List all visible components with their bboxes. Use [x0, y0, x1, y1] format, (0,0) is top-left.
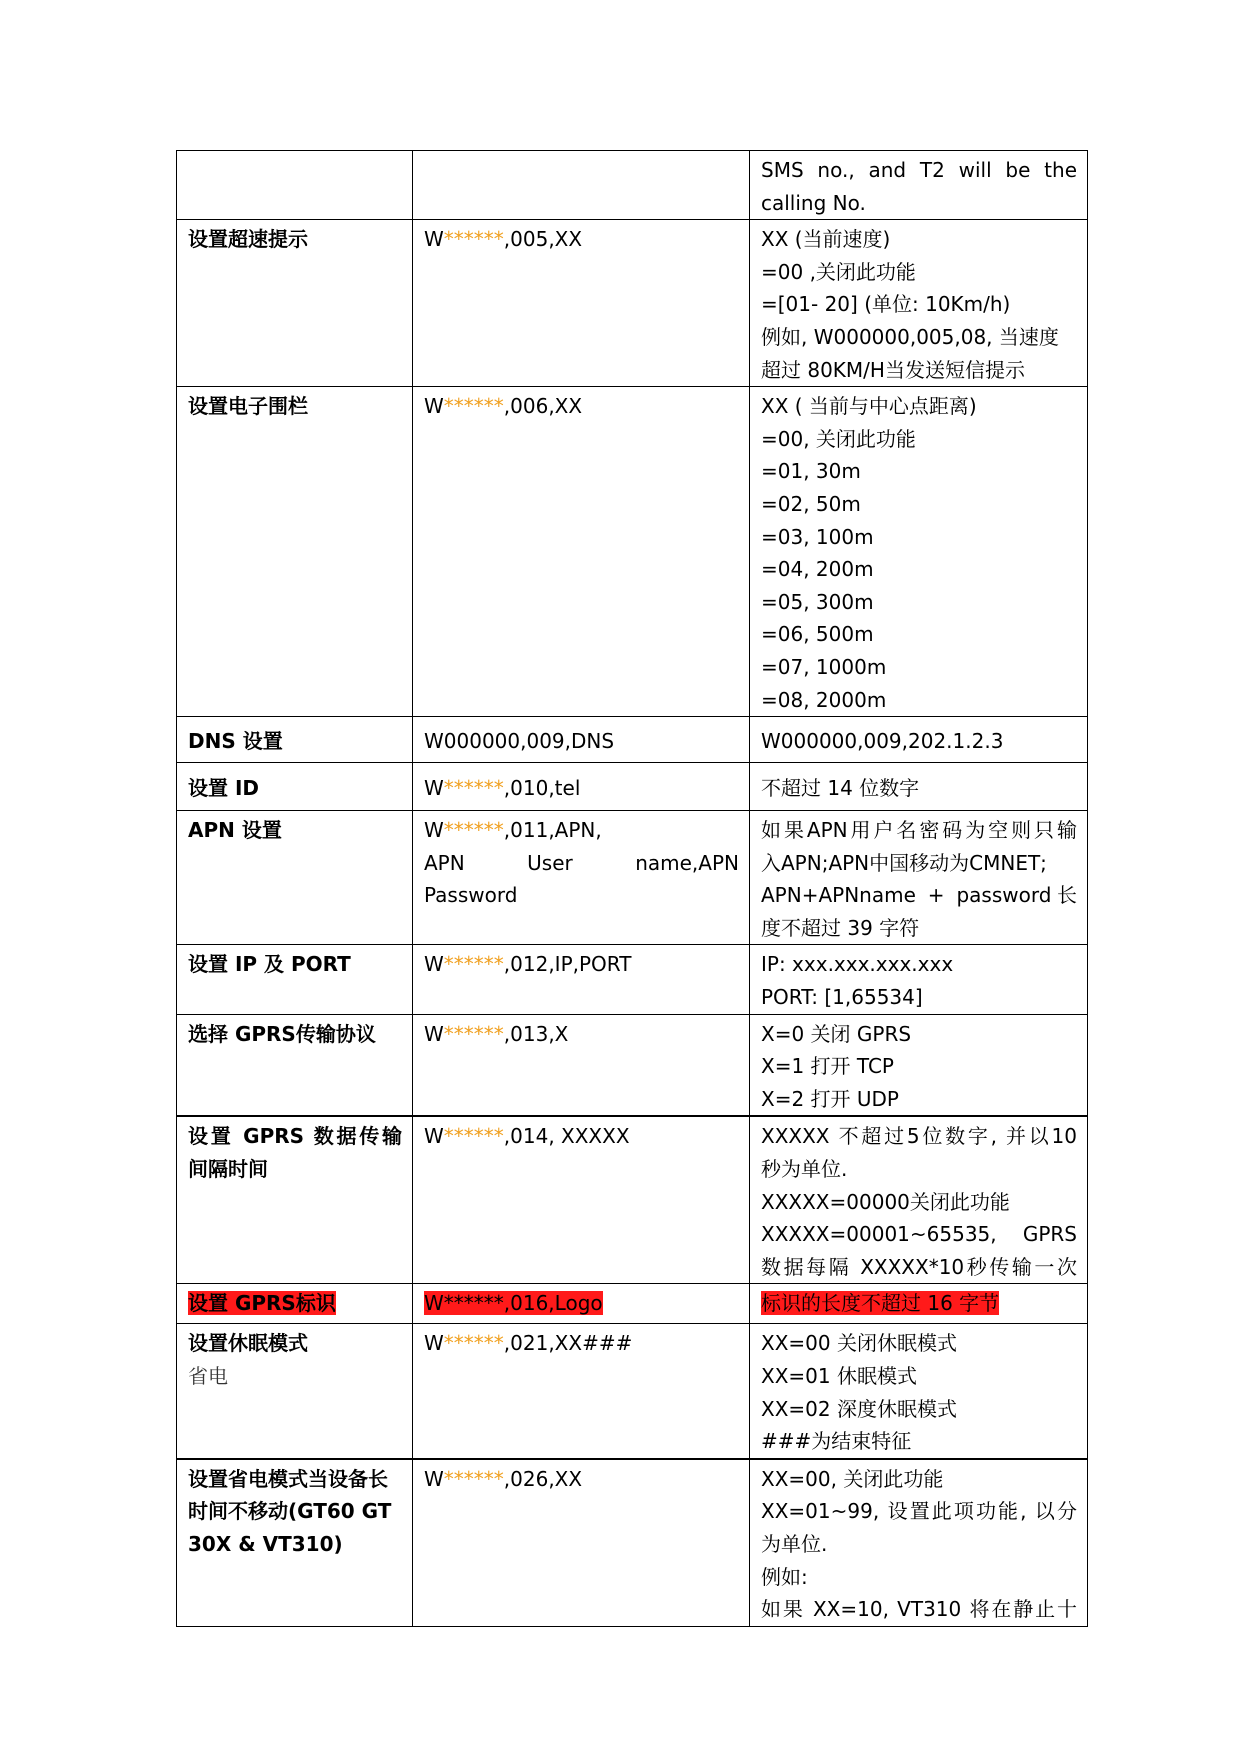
description-line: X=2 打开 UDP — [761, 1086, 899, 1111]
description-cell — [750, 763, 1088, 811]
description-line: XX (当前速度) — [761, 227, 891, 252]
description-cell — [750, 717, 1088, 763]
description-cell — [750, 151, 1088, 220]
setting-subtitle: 省电 — [188, 1364, 228, 1388]
command-cell — [413, 1284, 750, 1324]
description-line: XXXXX=00000关闭此功能 — [761, 1189, 1010, 1214]
setting-name-cell: DNS 设置 — [177, 717, 413, 763]
description-line: 如果 XX=10, VT310 将在静止十 — [761, 1597, 1077, 1622]
description-line: 度不超过 39 字符 — [761, 915, 920, 940]
description-line: =00, 关闭此功能 — [761, 426, 916, 451]
description-line: =02, 50m — [761, 491, 861, 516]
description-line: calling No. — [761, 190, 866, 215]
command-cell: W******,013,X — [413, 1014, 750, 1116]
setting-name-cell: APN 设置 — [177, 811, 413, 945]
description-line: ###为结束特征 — [761, 1429, 912, 1454]
table-row-highlighted — [177, 1284, 1088, 1324]
setting-name-cell — [177, 151, 413, 220]
command-cell: W******,014, XXXXX — [413, 1116, 750, 1283]
description-line: XX=02 深度休眠模式 — [761, 1396, 957, 1421]
description-line: X=0 关闭 GPRS — [761, 1021, 912, 1046]
description-line: =[01- 20] (单位: 10Km/h) — [761, 292, 1011, 317]
description-line: W000000,009,202.1.2.3 — [761, 728, 1004, 753]
description-cell — [750, 387, 1088, 717]
setting-name-cell: 设置 ID — [177, 763, 413, 811]
highlighted-text: W******,016,Logo — [424, 1291, 603, 1316]
command-cell — [413, 151, 750, 220]
description-line: APN+APNname + password长 — [761, 883, 1077, 908]
description-line: 秒为单位. — [761, 1157, 848, 1182]
description-line: XXXXX 不超过5位数字, 并以10 — [761, 1124, 1077, 1149]
description-line: =05, 300m — [761, 589, 874, 614]
description-line: 不超过 14 位数字 — [761, 775, 920, 800]
description-line: 例如: — [761, 1564, 808, 1589]
description-cell — [750, 1116, 1088, 1283]
table-row — [177, 717, 1088, 763]
command-cell: W******,011,APN, APN User name,APN Password — [413, 811, 750, 945]
highlighted-text: 设置 GPRS标识 — [188, 1291, 336, 1316]
description-cell — [750, 811, 1088, 945]
table-row — [177, 1324, 1088, 1459]
table-row — [177, 1014, 1088, 1116]
table-row — [177, 1459, 1088, 1626]
command-table — [176, 150, 1088, 1627]
description-cell — [750, 1324, 1088, 1459]
description-line: 为单位. — [761, 1531, 828, 1556]
description-line: =03, 100m — [761, 524, 874, 549]
description-line: XX=01 休眠模式 — [761, 1364, 917, 1388]
setting-name-cell: 设置电子围栏 — [177, 387, 413, 717]
description-line: 例如, W000000,005,08, 当速度 — [761, 324, 1059, 349]
command-cell: W******,005,XX — [413, 220, 750, 387]
setting-name-cell: 设置 GPRS 数据传输间隔时间 — [177, 1116, 413, 1283]
command-line: APN User name,APN — [424, 850, 739, 875]
highlighted-text: 标识的长度不超过 16 字节 — [761, 1291, 1000, 1316]
description-cell — [750, 220, 1088, 387]
table-row — [177, 220, 1088, 387]
setting-name-cell — [177, 1284, 413, 1324]
description-line: =08, 2000m — [761, 687, 887, 712]
command-cell: W******,021,XX### — [413, 1324, 750, 1459]
setting-name-cell: 选择 GPRS传输协议 — [177, 1014, 413, 1116]
description-line: XXXXX=00001~65535, GPRS — [761, 1222, 1077, 1247]
description-line: 如果APN用户名密码为空则只输 — [761, 818, 1077, 843]
setting-name-cell: 设置 IP 及 PORT — [177, 945, 413, 1014]
description-line: PORT: [1,65534] — [761, 985, 923, 1010]
command-cell: W000000,009,DNS — [413, 717, 750, 763]
command-cell: W******,026,XX — [413, 1459, 750, 1626]
description-line: =06, 500m — [761, 622, 874, 647]
table-row — [177, 811, 1088, 945]
table-row — [177, 387, 1088, 717]
table-row — [177, 945, 1088, 1014]
description-cell — [750, 1284, 1088, 1324]
description-cell — [750, 1014, 1088, 1116]
setting-name-cell: 设置休眠模式 省电 — [177, 1324, 413, 1459]
description-line: =04, 200m — [761, 557, 874, 582]
command-cell: W******,012,IP,PORT — [413, 945, 750, 1014]
description-line: =01, 30m — [761, 459, 861, 484]
table-row — [177, 1116, 1088, 1283]
table-row — [177, 151, 1088, 220]
description-line: SMS no., and T2 will be the — [761, 158, 1077, 182]
description-line: 超过 80KM/H当发送短信提示 — [761, 357, 1025, 382]
description-line: IP: xxx.xxx.xxx.xxx — [761, 952, 954, 977]
description-line: X=1 打开 TCP — [761, 1054, 894, 1079]
description-cell — [750, 1459, 1088, 1626]
command-cell: W******,006,XX — [413, 387, 750, 717]
description-line: XX=00 关闭休眠模式 — [761, 1331, 957, 1356]
description-cell — [750, 945, 1088, 1014]
description-line: XX=00, 关闭此功能 — [761, 1466, 944, 1491]
setting-name-cell: 设置省电模式当设备长时间不移动(GT60 GT30X & VT310) — [177, 1459, 413, 1626]
description-line: =00 ,关闭此功能 — [761, 259, 916, 284]
table-row — [177, 763, 1088, 811]
description-line: 入APN;APN中国移动为CMNET; — [761, 850, 1047, 875]
description-line: 数据每隔 XXXXX*10秒传输一次 — [761, 1254, 1077, 1279]
description-line: =07, 1000m — [761, 654, 887, 679]
command-cell: W******,010,tel — [413, 763, 750, 811]
setting-name-cell: 设置超速提示 — [177, 220, 413, 387]
command-line: Password — [424, 883, 518, 908]
description-line: XX=01~99, 设置此项功能, 以分 — [761, 1499, 1077, 1524]
description-line: XX ( 当前与中心点距离) — [761, 394, 977, 419]
